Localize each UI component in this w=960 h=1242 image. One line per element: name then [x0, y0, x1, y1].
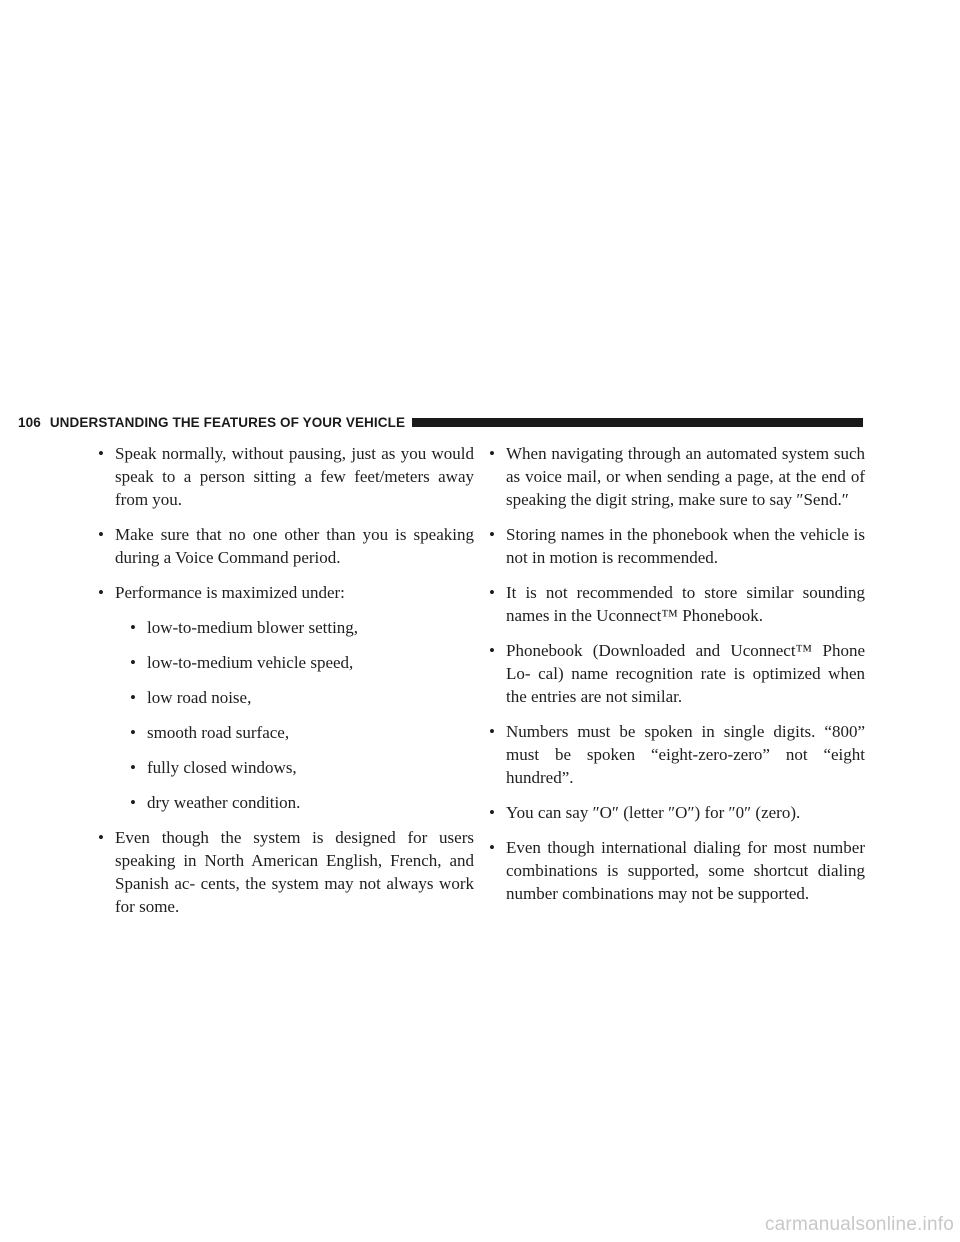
- sub-list-item: [130, 756, 474, 779]
- list-item-text: It is not recommended to store similar sounding names in the Uconnect™ Phonebook.: [506, 583, 865, 625]
- page-header: [18, 414, 863, 430]
- list-item-text: You can say ″O″ (letter ″O″) for ″0″ (zero).: [506, 803, 801, 822]
- bullet-icon: •: [489, 641, 495, 660]
- bullet-icon: •: [130, 723, 136, 742]
- bullet-icon: •: [130, 793, 136, 812]
- sub-list-item-text: low road noise,: [147, 688, 252, 707]
- list-item: [98, 581, 474, 814]
- sub-list-item: [130, 616, 474, 639]
- sub-list-item: [130, 651, 474, 674]
- list-item-text: Make sure that no one other than you is speaking during a Voice Command period.: [115, 525, 474, 567]
- list-item-text: Numbers must be spoken in single digits. “800” must be spoken “eight-zero-zero” not “eight hundred”.: [506, 722, 865, 787]
- list-item-text: Storing names in the phonebook when the vehicle is not in motion is recommended.: [506, 525, 865, 567]
- list-item-text: Performance is maximized under:: [115, 583, 345, 602]
- bullet-icon: •: [98, 444, 104, 463]
- sub-list-item-text: low-to-medium vehicle speed,: [147, 653, 354, 672]
- bullet-icon: •: [130, 688, 136, 707]
- list-item: [489, 720, 865, 789]
- bullet-icon: •: [489, 838, 495, 857]
- sub-list-item: [130, 791, 474, 814]
- list-item-text: Phonebook (Downloaded and Uconnect™ Phone Lo- cal) name recognition rate is optimized when the entries are not similar.: [506, 641, 865, 706]
- bullet-icon: •: [489, 583, 495, 602]
- watermark: carmanualsonline.info: [764, 1214, 954, 1235]
- list-item: [98, 826, 474, 918]
- page-number: 106: [18, 414, 41, 430]
- list-item: [98, 442, 474, 511]
- bullet-icon: •: [98, 828, 104, 847]
- bullet-icon: •: [98, 525, 104, 544]
- bullet-icon: •: [130, 618, 136, 637]
- section-title: UNDERSTANDING THE FEATURES OF YOUR VEHICLE: [49, 414, 406, 430]
- sub-list-item-text: smooth road surface,: [147, 723, 290, 742]
- sub-list-item-text: dry weather condition.: [147, 793, 301, 812]
- right-column: [489, 442, 865, 917]
- bullet-icon: •: [130, 758, 136, 777]
- list-item: [98, 523, 474, 569]
- bullet-icon: •: [489, 722, 495, 741]
- list-item-text: Speak normally, without pausing, just as you would speak to a person sitting a few feet/meters away from you.: [115, 444, 474, 509]
- bullet-icon: •: [130, 653, 136, 672]
- list-item-text: Even though the system is designed for users speaking in North American English, French, and Spanish ac- cents, the system may not always work for some.: [115, 828, 474, 916]
- header-rule: [412, 418, 863, 427]
- list-item-text: Even though international dialing for most number combinations is supported, some shortcut dialing number combinations may not be supported.: [506, 838, 865, 903]
- sub-list-item-text: fully closed windows,: [147, 758, 297, 777]
- list-item: [489, 801, 865, 824]
- bullet-icon: •: [98, 583, 104, 602]
- bullet-icon: •: [489, 444, 495, 463]
- list-item: [489, 581, 865, 627]
- bullet-icon: •: [489, 803, 495, 822]
- list-item: [489, 836, 865, 905]
- left-column: [98, 442, 474, 930]
- list-item: [489, 442, 865, 511]
- sub-list-item: [130, 686, 474, 709]
- sub-list: [115, 616, 474, 814]
- sub-list-item-text: low-to-medium blower setting,: [147, 618, 359, 637]
- list-item-text: When navigating through an automated system such as voice mail, or when sending a page, at the end of speaking the digit string, make sure to say ″Send.″: [506, 444, 865, 509]
- sub-list-item: [130, 721, 474, 744]
- list-item: [489, 523, 865, 569]
- list-item: [489, 639, 865, 708]
- bullet-icon: •: [489, 525, 495, 544]
